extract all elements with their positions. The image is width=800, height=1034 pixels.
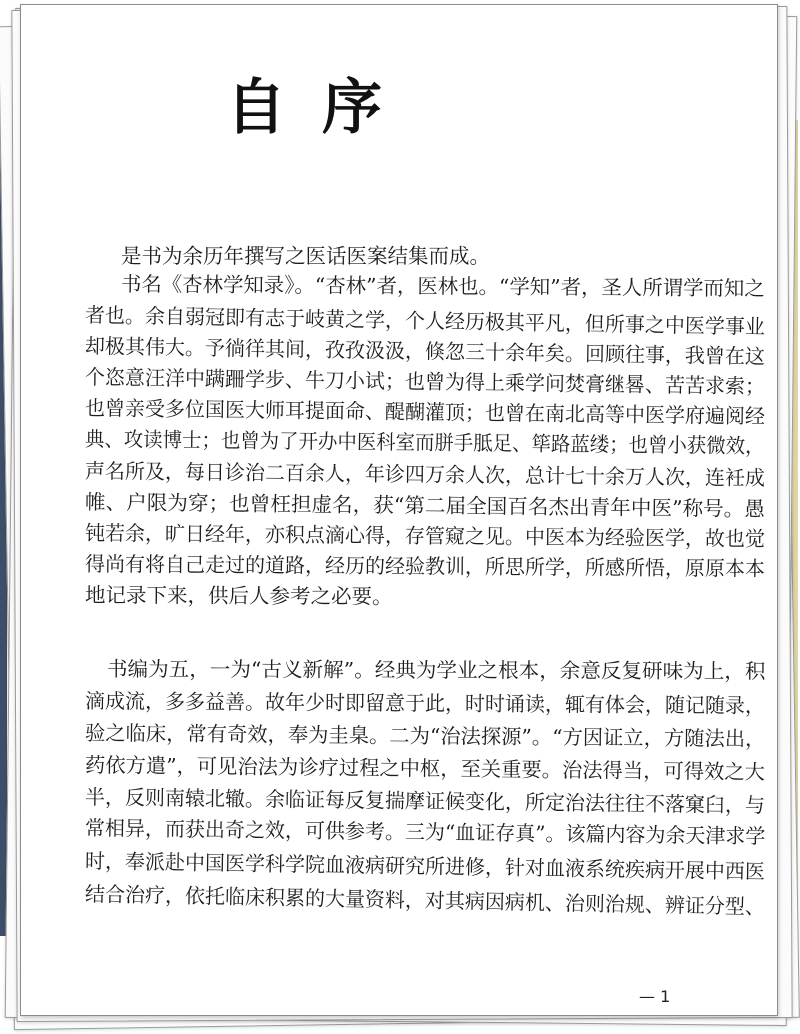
text-line: 滴成流，多多益善。故年少时即留意于此，时时诵读，辄有体会，随记随录，	[84, 689, 766, 718]
text-line: 药依方遣”，可见治法为诊疗过程之中枢，至关重要。治法得当，可得效之大	[84, 753, 766, 785]
text-line: 书编为五，一为“古义新解”。经典为学业之根本，余意反复研味为上，积	[106, 657, 766, 684]
page-title: 自序	[226, 73, 418, 143]
text-line: 结合治疗，依托临床积累的大量资料，对其病因病机、治则治规、辨证分型、	[84, 882, 766, 920]
text-line: 却极其伟大。予徜徉其间，孜孜汲汲，倏忽三十余年矣。回顾往事，我曾在这	[84, 334, 766, 369]
text-line: 也曾亲受多位国医大师耳提面命、醍醐灌顶；也曾在南北高等中医学府遍阅经	[84, 396, 766, 429]
text-line: 声名所及，每日诊治二百余人，年诊四万余人次，总计七十余万人次，连衽成	[84, 459, 766, 491]
text-line: 个恣意汪洋中蹒跚学步、牛刀小试；也曾为得上乘学问焚膏继晷、苦苦求索；	[84, 365, 766, 399]
page-number: — 1	[639, 987, 671, 1006]
text-line: 地记录下来，供后人参考之必要。	[84, 583, 393, 609]
document-page	[20, 4, 778, 1016]
text-line: 常相异，而获出奇之效，可供参考。三为“血证存真”。该篇内容为余天津求学	[84, 816, 766, 849]
text-line: 帷、户限为穿；也曾枉担虚名，获“第二届全国百名杰出青年中医”称号。愚	[84, 490, 766, 522]
text-line: 时，奉派赴中国医学科学院血液病研究所进修，针对血液系统疾病开展中西医	[84, 849, 766, 884]
text-line: 得尚有将自己走过的道路，经历的经验教训，所思所学，所感所悟，原原本本	[84, 552, 766, 581]
text-line: 典、攻读博士；也曾为了开办中医科室而胼手胝足、筚路蓝缕；也曾小获微效，	[84, 427, 765, 459]
text-line: 半，反则南辕北辙。余临证每反复揣摩证候变化，所定治法往往不落窠臼，与	[84, 785, 766, 818]
text-line: 者也。余自弱冠即有志于岐黄之学，个人经历极其平凡，但所事之中医学事业	[84, 303, 766, 339]
text-line: 是书为余历年撰写之医话医案结集而成。	[121, 244, 490, 268]
text-line: 钝若余，旷日经年，亦积点滴心得，存管窥之见。中医本为经验医学，故也觉	[84, 521, 766, 551]
preface-body	[21, 5, 777, 1015]
text-line: 验之临床，常有奇效，奉为圭臬。二为“治法探源”。“方因证立，方随法出，	[84, 721, 766, 751]
text-line: 书名《杏林学知录》。“杏林”者，医林也。“学知”者，圣人所谓学而知之	[120, 272, 765, 301]
